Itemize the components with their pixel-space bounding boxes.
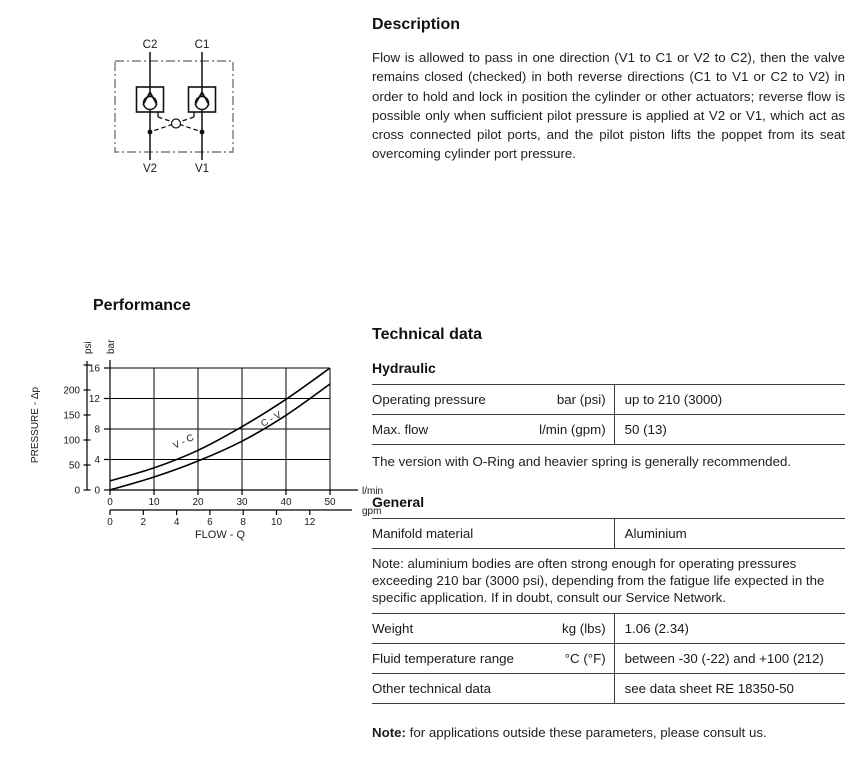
psi-tick-label: 0 bbox=[74, 485, 80, 497]
valve-schematic bbox=[95, 28, 253, 178]
port-label-c1: C1 bbox=[194, 39, 210, 51]
row-unit: kg (lbs) bbox=[562, 621, 606, 636]
psi-tick-label: 150 bbox=[63, 410, 80, 422]
bar-tick-label: 4 bbox=[94, 455, 100, 466]
row-label: Max. flow bbox=[372, 422, 429, 437]
general-note: Note: aluminium bodies are often strong enough for operating pressures exceeding 210 bar (3000 psi), depending from the fatigue life expected in the specific application. If in doubt, consult our Service Network. bbox=[372, 548, 845, 613]
gpm-tick-label: 10 bbox=[270, 517, 283, 528]
hydraulic-title: Hydraulic bbox=[372, 360, 436, 376]
curve-label-vc: V - C bbox=[171, 432, 196, 452]
lmin-unit-label: l/min bbox=[362, 486, 384, 497]
table-row bbox=[372, 384, 845, 414]
y-axis-title: PRESSURE - Δp bbox=[30, 386, 41, 464]
footer-note-text: for applications outside these parameters, please consult us. bbox=[405, 725, 767, 740]
lmin-tick-label: 0 bbox=[107, 497, 113, 508]
row-label: Weight bbox=[372, 621, 414, 636]
row-value: between -30 (-22) and +100 (212) bbox=[624, 651, 824, 666]
junction-dot-right bbox=[200, 130, 205, 135]
curve-v-c bbox=[110, 368, 330, 481]
footer-note-label: Note: bbox=[372, 725, 406, 740]
table-row bbox=[372, 643, 845, 673]
psi-tick-label: 200 bbox=[63, 385, 80, 397]
gpm-tick-label: 4 bbox=[173, 517, 180, 528]
bar-axis bbox=[104, 360, 110, 490]
bar-tick-label: 0 bbox=[94, 485, 100, 497]
gpm-tick-label: 2 bbox=[140, 517, 147, 528]
psi-tick-label: 100 bbox=[63, 435, 80, 447]
row-label: Operating pressure bbox=[372, 392, 486, 407]
row-value: 50 (13) bbox=[624, 422, 667, 437]
technical-data-section bbox=[372, 326, 845, 740]
pilot-piston-symbol bbox=[172, 119, 181, 128]
psi-tick-label: 50 bbox=[68, 460, 80, 472]
x-axis-title: FLOW - Q bbox=[194, 529, 246, 541]
row-label: Fluid temperature range bbox=[372, 651, 514, 666]
bar-tick-label: 8 bbox=[94, 424, 100, 436]
table-row bbox=[372, 518, 845, 548]
bar-tick-label: 16 bbox=[88, 363, 100, 375]
bar-tick-label: 12 bbox=[88, 394, 100, 405]
general-title: General bbox=[372, 494, 425, 510]
table-row bbox=[372, 613, 845, 643]
hydraulic-table bbox=[372, 384, 845, 445]
hydraulic-note: The version with O-Ring and heavier spring is generally recommended. bbox=[372, 454, 792, 469]
row-unit: bar (psi) bbox=[556, 392, 606, 407]
row-value: see data sheet RE 18350-50 bbox=[624, 681, 794, 696]
gpm-tick-label: 0 bbox=[107, 517, 113, 528]
table-row bbox=[372, 673, 845, 704]
performance-chart bbox=[25, 328, 385, 546]
row-label: Manifold material bbox=[372, 526, 474, 541]
gpm-tick-label: 6 bbox=[207, 517, 213, 528]
row-label: Other technical data bbox=[372, 681, 492, 696]
general-table bbox=[372, 518, 845, 704]
lmin-tick-label: 20 bbox=[192, 497, 204, 508]
gpm-tick-label: 12 bbox=[304, 517, 316, 528]
junction-dot-left bbox=[148, 130, 153, 135]
row-value: up to 210 (3000) bbox=[624, 392, 723, 407]
technical-data-title: Technical data bbox=[372, 326, 482, 343]
performance-title: Performance bbox=[93, 297, 191, 314]
gpm-axis bbox=[110, 510, 352, 515]
curve-c-v bbox=[110, 384, 330, 490]
port-label-v1: V1 bbox=[194, 163, 210, 175]
row-unit: °C (°F) bbox=[564, 651, 606, 666]
gpm-tick-label: 8 bbox=[240, 517, 246, 528]
gpm-unit-label: gpm bbox=[362, 506, 382, 517]
flow-lines bbox=[150, 52, 202, 160]
port-label-v2: V2 bbox=[142, 163, 158, 175]
lmin-tick-label: 50 bbox=[324, 497, 336, 508]
lmin-tick-label: 40 bbox=[280, 497, 292, 508]
port-label-c2: C2 bbox=[142, 39, 158, 51]
lmin-tick-label: 30 bbox=[236, 497, 248, 508]
psi-unit-label: psi bbox=[83, 341, 94, 354]
description-title: Description bbox=[372, 16, 461, 33]
psi-axis bbox=[84, 361, 91, 490]
description-section bbox=[372, 16, 845, 164]
bar-unit-label: bar bbox=[106, 339, 117, 354]
lmin-tick-label: 10 bbox=[148, 497, 160, 508]
curve-label-cv: C - V bbox=[259, 409, 284, 430]
footer-note bbox=[372, 725, 845, 740]
row-value: 1.06 (2.34) bbox=[624, 621, 689, 636]
description-body: Flow is allowed to pass in one direction (V1 to C1 or V2 to C2), then the valve remains closed (checked) in both reverse directions (C1 to V1 or C2 to V2) in order to hold and lock in position the cylinder or other actuators; reverse flow is possible only when sufficient pilot pressure is applied at V2 or V1, which act as cross connected pilot ports, and the pilot piston lifts the poppet from its seat overcoming cylinder port pressure. bbox=[372, 50, 845, 162]
lmin-axis bbox=[110, 490, 358, 495]
row-unit: l/min (gpm) bbox=[539, 422, 606, 437]
table-row bbox=[372, 414, 845, 445]
row-value: Aluminium bbox=[624, 526, 687, 541]
